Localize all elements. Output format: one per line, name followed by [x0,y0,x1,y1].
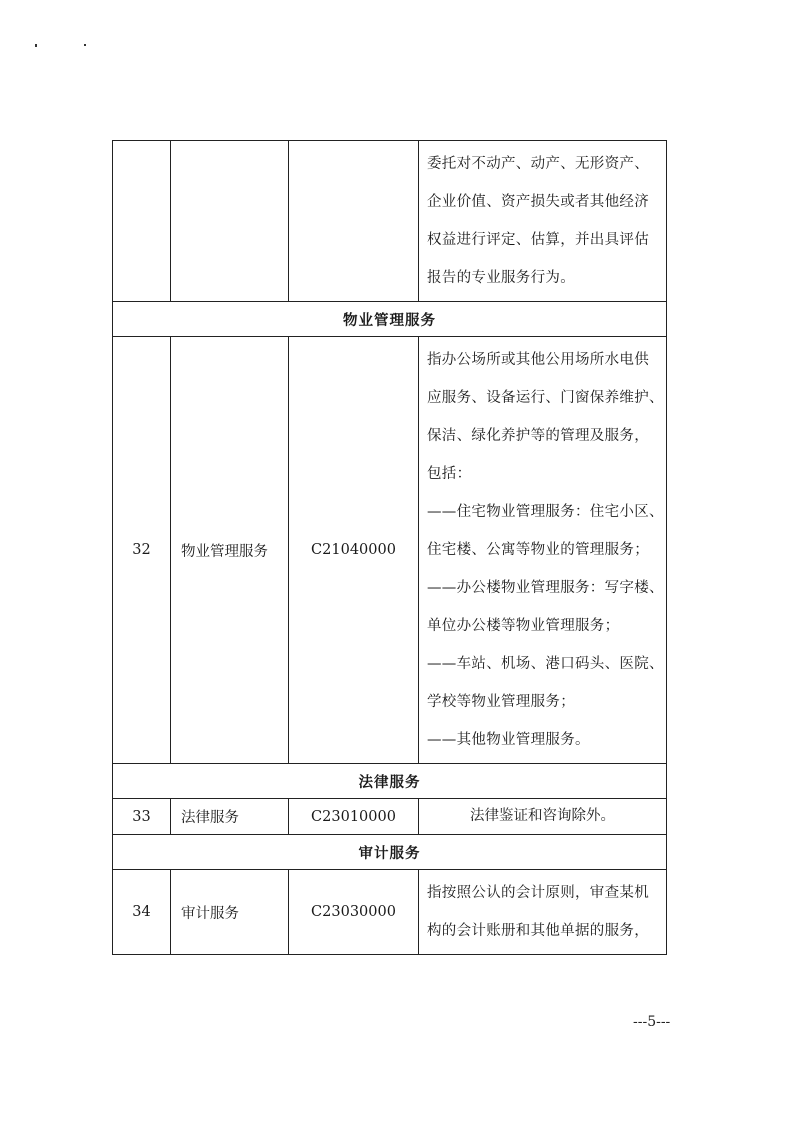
section-header-row [113,764,667,799]
item-name: 审计服务 [171,870,289,955]
item-number [113,141,171,302]
catalog-table [112,140,667,955]
description-line: 单位办公楼等物业管理服务； [427,618,620,634]
scan-speck [84,44,86,46]
item-name: 物业管理服务 [171,337,289,764]
description-line: ——住宅物业管理服务：住宅小区、 [427,504,664,520]
section-title: 物业管理服务 [113,302,667,337]
scan-speck [35,44,37,47]
description-line: 包括： [427,466,472,482]
description-line: 指按照公认的会计原则，审查某机 [427,885,649,901]
table-row [113,141,667,302]
item-number: 32 [113,337,171,764]
description-line: 法律鉴证和咨询除外。 [470,808,615,824]
table-row [113,799,667,835]
item-description [419,799,667,835]
item-name [171,141,289,302]
section-title: 审计服务 [113,835,667,870]
item-code: C21040000 [289,337,419,764]
item-description [419,337,667,764]
item-name: 法律服务 [171,799,289,835]
description-line: 报告的专业服务行为。 [427,270,575,286]
description-line: ——其他物业管理服务。 [427,732,590,748]
table-row [113,870,667,955]
table-row [113,337,667,764]
description-line: 指办公场所或其他公用场所水电供 [427,352,649,368]
item-description [419,870,667,955]
catalog-table-body [113,141,667,955]
description-line: 学校等物业管理服务； [427,694,575,710]
item-code [289,141,419,302]
section-title: 法律服务 [113,764,667,799]
description-line: 应服务、设备运行、门窗保养维护、 [427,390,664,406]
item-number: 33 [113,799,171,835]
description-line: ——办公楼物业管理服务：写字楼、 [427,580,664,596]
page-number: ---5--- [633,1014,671,1030]
item-code: C23010000 [289,799,419,835]
item-description [419,141,667,302]
section-header-row [113,835,667,870]
description-line: 保洁、绿化养护等的管理及服务， [427,428,649,444]
item-number: 34 [113,870,171,955]
section-header-row [113,302,667,337]
description-line: 权益进行评定、估算，并出具评估 [427,232,649,248]
description-line: 委托对不动产、动产、无形资产、 [427,156,649,172]
item-code: C23030000 [289,870,419,955]
description-line: 住宅楼、公寓等物业的管理服务； [427,542,649,558]
description-line: 构的会计账册和其他单据的服务， [427,923,649,939]
description-line: ——车站、机场、港口码头、医院、 [427,656,664,672]
description-line: 企业价值、资产损失或者其他经济 [427,194,649,210]
